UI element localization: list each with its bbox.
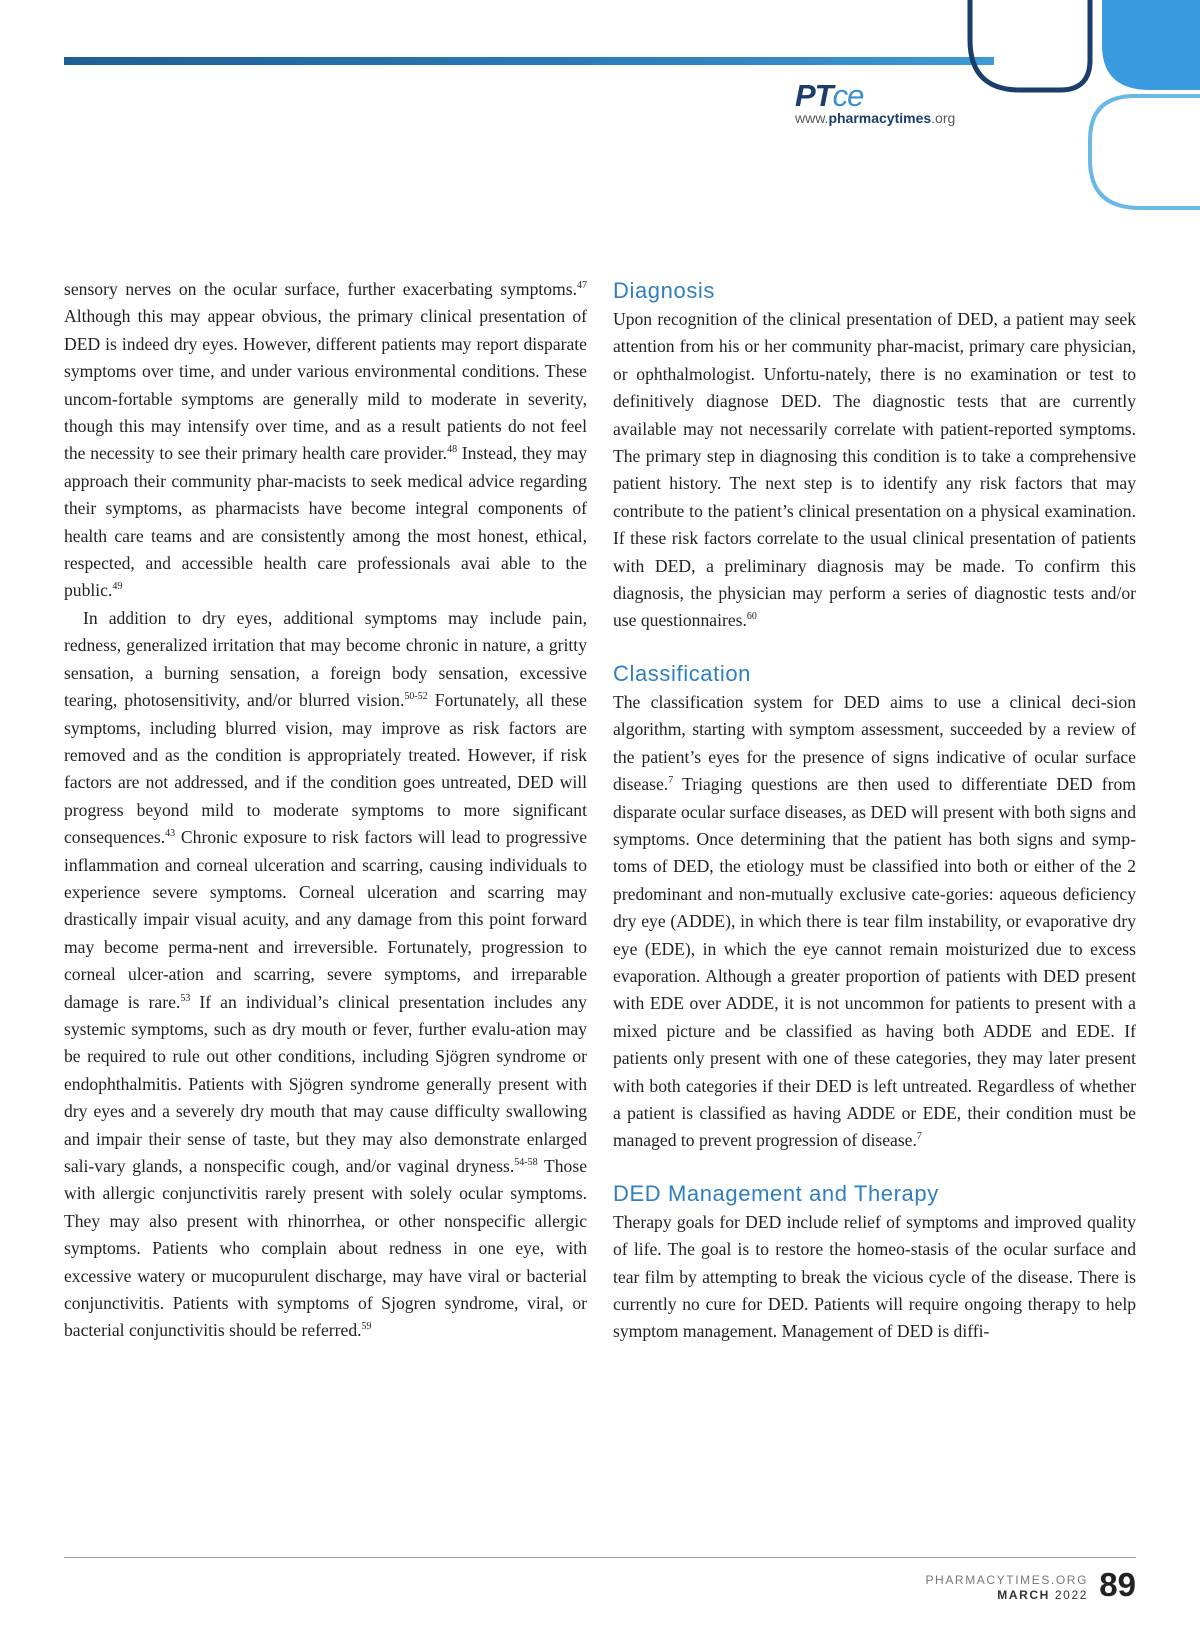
diagnosis-heading: Diagnosis xyxy=(613,278,716,303)
left-paragraph-2: In addition to dry eyes, additional symptoms may include pain, redness, generalized irritation that may become chronic in nature, a gritty sensation, a burning sensation, a foreign body sensation, excessive tearing, photosensitivity, and/or blurred vision.$^{50-52}$ Fortunately, all these symptoms, including blurred vision, may improve as risk factors are removed and as the condition is appropriately treated. However, if risk factors are not addressed, and if the condition goes untreated, DED will progress beyond mild to moderate symptoms to more significant consequences.$^{43}$ Chronic exposure to risk factors will lead to progressive inflammation and corneal ulceration and scarring, causing individuals to experience severe symptoms. Corneal ulceration and scarring may drastically impair visual acuity, and any damage from this point forward may become perma-nent and irreversible. Fortunately, progression to corneal ulcer-ation and scarring, severe symptoms, and irreparable damage is rare.$^{53}$ If an individual’s clinical presentation includes any systemic symptoms, such as dry mouth or fever, further evalu-ation may be required to rule out other conditions, including Sjögren syndrome or endophthalmitis. Patients with Sjögren syndrome generally present with dry eyes and a severely dry mouth that may cause difficulty swallowing and impair their sense of taste, but they may also demonstrate enlarged sali-vary glands, a nonspecific cough, and/or vaginal dryness.$^{54-58}$ Those with allergic conjunctivitis rarely present with solely ocular symptoms. They may also present with rhinorrhea, or other nonspecific allergic symptoms. Patients who complain about redness in one eye, with excessive watery or mucopurulent discharge, may have viral or bacterial conjunctivitis. Patients with symptoms of Sjogren syndrome, viral, or bacterial conjunctivitis should be referred.$^{59}$ xyxy=(64,607,588,1341)
footer-info xyxy=(925,1573,1088,1603)
classification-heading: Classification xyxy=(613,660,752,686)
diagnosis-text: Upon recognition of the clinical presentation of DED, a patient may seek attention from his or her community phar-macist, primary care physician, or ophthalmologist. Unfortu-nately, there is no examination or test to definitively diagnose DED. The diagnostic tests that are currently available may not necessarily correlate with patient-reported symptoms. The primary step in diagnosing this condition is to take a comprehensive patient history. The next step is to identify any risk factors that may contribute to the patient’s clinical presentation on a physical examination. If these risk factors correlate to the usual clinical presentation of patients with DED, a preliminary diagnosis may be made. To confirm this diagnosis, the physician may perform a series of diagnostic tests and/or use questionnaires.$^{60}$ xyxy=(613,309,1136,631)
light-outline-shape xyxy=(1090,96,1200,208)
decorative-shapes xyxy=(940,0,1200,230)
ptce-logo xyxy=(795,78,955,126)
management-text: Therapy goals for DED include relief of symptoms and improved quality of life. The goal is to restore the homeo-stasis of the ocular surface and tear film by attempting to break the vicious cycle of the disease. There is currently no cure for DED. Patients will require ongoing therapy to help symptom management. Management of DED is diffi- xyxy=(613,1211,1136,1342)
left-column xyxy=(64,276,587,1345)
blue-filled-shape xyxy=(1102,0,1200,90)
footer-date: MARCH 2022 xyxy=(997,1588,1088,1602)
footer-rule xyxy=(64,1557,1136,1558)
header-rule xyxy=(64,57,994,65)
logo-site-url: www.pharmacytimes.org xyxy=(795,110,956,126)
right-column xyxy=(613,276,1136,1346)
logo-mark: PTce xyxy=(795,78,864,113)
left-paragraph-1: sensory nerves on the ocular surface, further exacerbating symptoms.$^{47}$ Although this may appear obvious, the primary clinical presentation of DED is indeed dry eyes. However, different patients may report disparate symptoms over time, and under various environmental conditions. These uncom-fortable symptoms are generally mild to moderate in severity, though this may intensify over time, and as a result patients do not feel the necessity to see their primary health care provider.$^{48}$ Instead, they may approach their community phar-macists to seek medical advice regarding their symptoms, as pharmacists have become integral components of health care teams and are consistently among the most honest, ethical, respected, and accessible health care professionals avai able to the public.$^{49}$ xyxy=(64,279,588,601)
page-number: 89 xyxy=(1099,1566,1136,1603)
management-heading: DED Management and Therapy xyxy=(613,1180,939,1206)
dark-outline-shape xyxy=(970,0,1090,90)
classification-text: The classification system for DED aims to use a clinical deci-sion algorithm, starting with symptom assessment, succeeded by a review of the patient’s eyes for the presence of signs indicative of ocular surface disease.$^7$ Triaging questions are then used to differentiate DED from disparate ocular surface diseases, as DED will present with both signs and symptoms. Once determining that the patient has both signs and symp-toms of DED, the etiology must be classified into both or either of the 2 predominant and non-mutually exclusive cate-gories: aqueous deficiency dry eye (ADDE), in which there is tear film instability, or evaporative dry eye (EDE), in which the eye cannot remain moisturized due to excess evaporation. Although a greater proportion of patients with DED present with EDE over ADDE, it is not uncommon for patients to present with a mixed picture and be classified as having both ADDE and EDE. If patients only present with one of these categories, they may later present with both categories if their DED is left untreated. Regardless of whether a patient is classified as having ADDE or EDE, their condition must be managed to prevent progression of disease.$^7$ xyxy=(613,691,1136,1151)
footer-site: PHARMACYTIMES.ORG xyxy=(925,1573,1088,1587)
